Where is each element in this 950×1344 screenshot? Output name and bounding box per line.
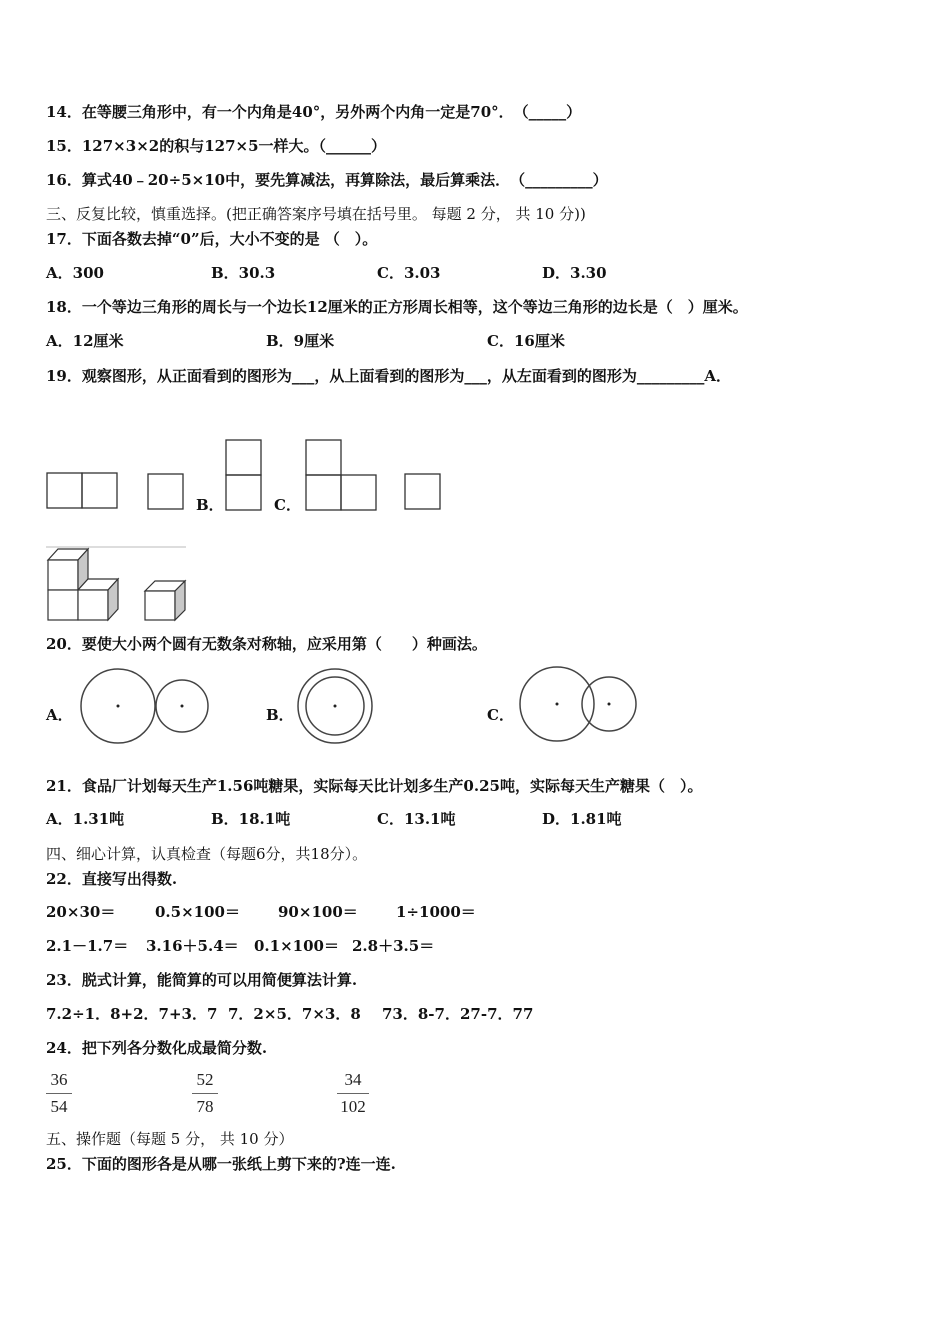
q19-option-a-figure <box>46 472 120 510</box>
q20-option-b-circles <box>296 667 376 747</box>
q17-option-b: B．30.3 <box>211 264 276 282</box>
q22-item: 2.8＋3.5＝ <box>352 937 435 955</box>
q18-option-b: B．9厘米 <box>266 332 335 350</box>
q20-label-c: C． <box>487 706 514 724</box>
q21-option-d: D．1.81吨 <box>542 810 622 828</box>
q20-option-c-circles <box>518 665 640 745</box>
fraction-numerator: 34 <box>344 1070 362 1089</box>
question-16: 16．算式40﹣20÷5×10中，要先算减法，再算除法，最后算乘法． （_________） <box>46 171 608 189</box>
question-25: 25．下面的图形各是从哪一张纸上剪下来的?连一连. <box>46 1155 396 1173</box>
q22-item: 0.1×100＝ <box>254 937 339 955</box>
question-17: 17．下面各数去掉“0”后，大小不变的是 （ ）。 <box>46 230 378 248</box>
fraction-denominator: 78 <box>196 1097 214 1116</box>
section-3-heading: 三、反复比较，慎重选择。(把正确答案序号填在括号里。 每题 2 分， 共 10 分)) <box>46 205 586 223</box>
q22-item: 1÷1000＝ <box>396 903 476 921</box>
q22-item: 0.5×100＝ <box>155 903 240 921</box>
q21-option-c: C．13.1吨 <box>377 810 456 828</box>
question-23: 23．脱式计算，能简算的可以用简便算法计算. <box>46 971 358 989</box>
q17-option-a: A．300 <box>46 264 104 282</box>
section-5-heading: 五、操作题（每题 5 分， 共 10 分） <box>46 1130 294 1148</box>
question-24: 24．把下列各分数化成最简分数. <box>46 1039 268 1057</box>
question-22: 22．直接写出得数. <box>46 870 178 888</box>
fraction-numerator: 52 <box>196 1070 214 1089</box>
q23-item: 7．2×5．7×3．8 <box>228 1005 361 1023</box>
q23-item: 73．8-7．27-7．77 <box>382 1005 534 1023</box>
question-21: 21．食品厂计划每天生产1.56吨糖果，实际每天比计划多生产0.25吨，实际每天生产糖果（ ）。 <box>46 777 703 795</box>
question-18: 18．一个等边三角形的周长与一个边长12厘米的正方形周长相等，这个等边三角形的边长是（ ）厘米。 <box>46 298 748 316</box>
q22-item: 90×100＝ <box>278 903 358 921</box>
q24-fraction <box>337 1069 369 1118</box>
question-14: 14．在等腰三角形中，有一个内角是40°，另外两个内角一定是70°． （_____） <box>46 103 582 121</box>
q19-option-c-figure <box>305 439 379 511</box>
q24-fraction <box>192 1069 218 1118</box>
question-20: 20．要使大小两个圆有无数条对称轴，应采用第（ ）种画法。 <box>46 635 487 653</box>
q19-single-square-figure <box>147 473 185 511</box>
fraction-numerator: 36 <box>50 1070 68 1089</box>
q22-item: 20×30＝ <box>46 903 116 921</box>
q21-option-a: A．1.31吨 <box>46 810 125 828</box>
q19-label-c: C． <box>274 496 301 514</box>
q19-label-b: B． <box>196 496 224 514</box>
q18-option-a: A．12厘米 <box>46 332 124 350</box>
q20-label-a: A． <box>46 706 73 724</box>
q20-option-a-circles <box>78 666 212 746</box>
question-15: 15．127×3×2的积与127×5一样大。（______） <box>46 137 387 155</box>
q22-item: 2.1－1.7＝ <box>46 937 129 955</box>
q19-option-b-figure <box>225 439 263 511</box>
section-4-heading: 四、细心计算，认真检查（每题6分，共18分）。 <box>46 845 368 863</box>
q20-label-b: B． <box>266 706 294 724</box>
fraction-denominator: 102 <box>340 1097 366 1116</box>
q19-cube-stack-figure <box>46 546 188 622</box>
q19-option-d-figure <box>404 473 442 511</box>
question-19: 19．观察图形，从正面看到的图形为___，从上面看到的图形为___，从左面看到的图形为_________A． <box>46 367 732 385</box>
fraction-denominator: 54 <box>50 1097 68 1116</box>
q21-option-b: B．18.1吨 <box>211 810 291 828</box>
q17-option-c: C．3.03 <box>377 264 441 282</box>
q18-option-c: C．16厘米 <box>487 332 565 350</box>
q23-item: 7.2÷1．8+2．7+3．7 <box>46 1005 218 1023</box>
q22-item: 3.16＋5.4＝ <box>146 937 239 955</box>
q24-fraction <box>46 1069 72 1118</box>
q17-option-d: D．3.30 <box>542 264 607 282</box>
